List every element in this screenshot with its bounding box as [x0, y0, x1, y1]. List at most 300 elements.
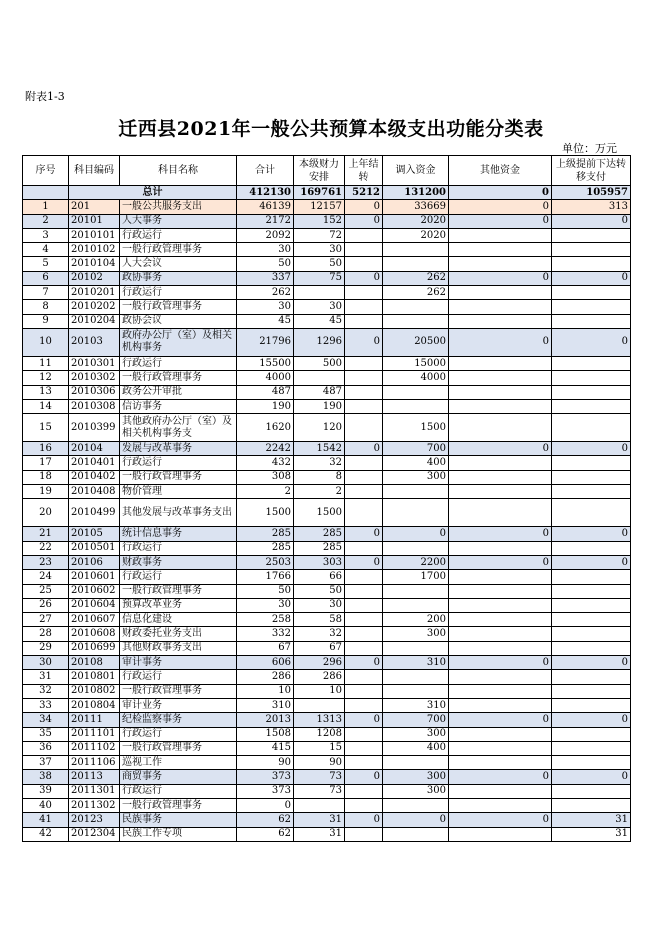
row-other — [449, 470, 552, 484]
total-label: 总计 — [69, 186, 237, 200]
row-code: 20101 — [69, 214, 120, 228]
row-carry: 0 — [345, 527, 383, 541]
row-no: 39 — [23, 784, 69, 798]
row-no: 4 — [23, 243, 69, 257]
row-other — [449, 257, 552, 271]
row-upper — [552, 670, 631, 684]
row-no: 29 — [23, 641, 69, 655]
row-code: 20113 — [69, 770, 120, 784]
row-code: 2010101 — [69, 228, 120, 242]
row-transfer: 4000 — [383, 371, 449, 385]
table-row — [23, 243, 631, 257]
table-row — [23, 641, 631, 655]
row-sum: 1508 — [237, 727, 294, 741]
row-no: 41 — [23, 813, 69, 827]
row-carry — [345, 756, 383, 770]
row-other — [449, 684, 552, 698]
row-transfer — [383, 399, 449, 413]
row-code: 2010402 — [69, 470, 120, 484]
table-row — [23, 214, 631, 228]
row-code: 2011102 — [69, 741, 120, 755]
row-no: 2 — [23, 214, 69, 228]
table-row — [23, 598, 631, 612]
row-name: 预算改革业务 — [120, 598, 237, 612]
row-carry — [345, 684, 383, 698]
row-upper — [552, 570, 631, 584]
row-sum: 487 — [237, 385, 294, 399]
row-code: 2010308 — [69, 399, 120, 413]
row-transfer: 2200 — [383, 555, 449, 569]
row-code: 2010804 — [69, 698, 120, 712]
row-no: 42 — [23, 827, 69, 841]
row-carry — [345, 300, 383, 314]
row-transfer: 300 — [383, 727, 449, 741]
row-code: 2010602 — [69, 584, 120, 598]
row-no: 26 — [23, 598, 69, 612]
row-transfer — [383, 684, 449, 698]
row-no: 5 — [23, 257, 69, 271]
row-sum: 308 — [237, 470, 294, 484]
row-sum: 1766 — [237, 570, 294, 584]
unit-label: 单位：万元 — [562, 142, 617, 155]
table-row — [23, 399, 631, 413]
row-no: 1 — [23, 200, 69, 214]
row-name: 一般行政管理事务 — [120, 741, 237, 755]
row-local: 32 — [294, 456, 345, 470]
table-row — [23, 414, 631, 442]
budget-table — [22, 155, 631, 842]
row-carry — [345, 541, 383, 555]
row-other: 0 — [449, 271, 552, 285]
row-sum: 4000 — [237, 371, 294, 385]
row-other — [449, 499, 552, 527]
header-upper: 上级提前下达转移支付 — [552, 156, 631, 186]
row-name: 人大事务 — [120, 214, 237, 228]
row-local: 12157 — [294, 200, 345, 214]
row-code: 2010604 — [69, 598, 120, 612]
row-transfer: 310 — [383, 698, 449, 712]
row-upper: 0 — [552, 328, 631, 356]
row-local: 500 — [294, 356, 345, 370]
row-carry — [345, 698, 383, 712]
row-code: 2010201 — [69, 286, 120, 300]
row-transfer — [383, 827, 449, 841]
row-no: 12 — [23, 371, 69, 385]
header-sum: 合计 — [237, 156, 294, 186]
row-sum: 373 — [237, 770, 294, 784]
row-no: 24 — [23, 570, 69, 584]
row-upper: 0 — [552, 656, 631, 670]
row-other: 0 — [449, 656, 552, 670]
row-sum: 15500 — [237, 356, 294, 370]
row-upper — [552, 684, 631, 698]
row-other — [449, 385, 552, 399]
row-local: 1500 — [294, 499, 345, 527]
row-transfer — [383, 314, 449, 328]
row-transfer: 1700 — [383, 570, 449, 584]
row-no: 22 — [23, 541, 69, 555]
row-transfer — [383, 670, 449, 684]
row-name: 政务公开审批 — [120, 385, 237, 399]
row-no: 33 — [23, 698, 69, 712]
row-carry — [345, 798, 383, 812]
row-upper — [552, 756, 631, 770]
row-local: 58 — [294, 613, 345, 627]
row-transfer — [383, 641, 449, 655]
table-row — [23, 584, 631, 598]
row-name: 一般公共服务支出 — [120, 200, 237, 214]
table-row — [23, 527, 631, 541]
row-code: 2010408 — [69, 485, 120, 499]
row-local — [294, 286, 345, 300]
row-code: 20104 — [69, 442, 120, 456]
row-no: 32 — [23, 684, 69, 698]
table-row — [23, 555, 631, 569]
row-name: 统计信息事务 — [120, 527, 237, 541]
row-carry — [345, 399, 383, 413]
row-sum: 2 — [237, 485, 294, 499]
row-no: 27 — [23, 613, 69, 627]
row-name: 行政运行 — [120, 670, 237, 684]
row-code: 2010204 — [69, 314, 120, 328]
row-code: 2010699 — [69, 641, 120, 655]
row-other — [449, 827, 552, 841]
table-row — [23, 228, 631, 242]
row-no: 28 — [23, 627, 69, 641]
row-no: 37 — [23, 756, 69, 770]
row-no: 7 — [23, 286, 69, 300]
row-carry — [345, 741, 383, 755]
row-code: 2010608 — [69, 627, 120, 641]
row-sum: 373 — [237, 784, 294, 798]
header-other: 其他资金 — [449, 156, 552, 186]
row-name: 物价管理 — [120, 485, 237, 499]
row-other: 0 — [449, 442, 552, 456]
row-name: 一般行政管理事务 — [120, 684, 237, 698]
row-name: 其他政府办公厅（室）及相关机构事务支 — [120, 414, 237, 442]
row-other — [449, 356, 552, 370]
row-carry: 0 — [345, 813, 383, 827]
header-local: 本级财力安排 — [294, 156, 345, 186]
row-local: 31 — [294, 813, 345, 827]
table-row — [23, 470, 631, 484]
row-code: 20108 — [69, 656, 120, 670]
row-sum: 190 — [237, 399, 294, 413]
table-row — [23, 456, 631, 470]
row-name: 审计事务 — [120, 656, 237, 670]
row-carry — [345, 784, 383, 798]
row-code: 20106 — [69, 555, 120, 569]
row-code: 2010499 — [69, 499, 120, 527]
row-local: 10 — [294, 684, 345, 698]
row-carry — [345, 286, 383, 300]
row-code: 2010802 — [69, 684, 120, 698]
row-local: 30 — [294, 300, 345, 314]
table-row — [23, 727, 631, 741]
row-upper — [552, 356, 631, 370]
row-upper — [552, 286, 631, 300]
row-sum: 310 — [237, 698, 294, 712]
row-carry — [345, 314, 383, 328]
row-name: 行政运行 — [120, 570, 237, 584]
row-carry: 0 — [345, 713, 383, 727]
row-name: 一般行政管理事务 — [120, 798, 237, 812]
row-transfer — [383, 798, 449, 812]
row-local: 286 — [294, 670, 345, 684]
row-upper — [552, 456, 631, 470]
row-local — [294, 798, 345, 812]
row-other — [449, 399, 552, 413]
row-sum: 50 — [237, 584, 294, 598]
row-name: 纪检监察事务 — [120, 713, 237, 727]
row-other — [449, 414, 552, 442]
row-no: 25 — [23, 584, 69, 598]
row-local: 30 — [294, 243, 345, 257]
row-upper — [552, 727, 631, 741]
row-code: 20123 — [69, 813, 120, 827]
row-local: 296 — [294, 656, 345, 670]
row-carry: 0 — [345, 555, 383, 569]
row-carry — [345, 827, 383, 841]
row-no: 6 — [23, 271, 69, 285]
row-carry: 0 — [345, 271, 383, 285]
row-upper — [552, 541, 631, 555]
row-upper — [552, 371, 631, 385]
row-transfer: 300 — [383, 627, 449, 641]
row-transfer — [383, 584, 449, 598]
row-sum: 45 — [237, 314, 294, 328]
row-other: 0 — [449, 813, 552, 827]
table-row — [23, 756, 631, 770]
row-sum: 10 — [237, 684, 294, 698]
row-transfer — [383, 541, 449, 555]
row-code: 2010102 — [69, 243, 120, 257]
row-sum: 62 — [237, 827, 294, 841]
row-upper: 0 — [552, 527, 631, 541]
row-other — [449, 670, 552, 684]
total-transfer: 131200 — [383, 186, 449, 200]
row-carry — [345, 371, 383, 385]
row-transfer: 300 — [383, 784, 449, 798]
row-local: 285 — [294, 527, 345, 541]
row-name: 一般行政管理事务 — [120, 243, 237, 257]
row-transfer: 2020 — [383, 228, 449, 242]
row-other: 0 — [449, 214, 552, 228]
row-other — [449, 798, 552, 812]
row-transfer: 300 — [383, 470, 449, 484]
row-upper — [552, 300, 631, 314]
row-carry — [345, 456, 383, 470]
row-other — [449, 456, 552, 470]
row-transfer — [383, 300, 449, 314]
row-upper: 0 — [552, 713, 631, 727]
row-upper — [552, 584, 631, 598]
row-upper — [552, 627, 631, 641]
table-row — [23, 499, 631, 527]
row-other — [449, 698, 552, 712]
row-sum: 1500 — [237, 499, 294, 527]
row-other — [449, 371, 552, 385]
row-transfer: 200 — [383, 613, 449, 627]
row-local: 32 — [294, 627, 345, 641]
row-code: 2011101 — [69, 727, 120, 741]
row-carry: 0 — [345, 770, 383, 784]
row-name: 一般行政管理事务 — [120, 584, 237, 598]
row-name: 审计业务 — [120, 698, 237, 712]
row-sum: 2242 — [237, 442, 294, 456]
row-transfer — [383, 756, 449, 770]
row-no: 20 — [23, 499, 69, 527]
row-code: 2010607 — [69, 613, 120, 627]
row-no: 9 — [23, 314, 69, 328]
row-other — [449, 300, 552, 314]
row-transfer — [383, 598, 449, 612]
row-other: 0 — [449, 328, 552, 356]
row-name: 信息化建设 — [120, 613, 237, 627]
row-no: 34 — [23, 713, 69, 727]
row-sum: 337 — [237, 271, 294, 285]
row-sum: 30 — [237, 300, 294, 314]
row-upper — [552, 485, 631, 499]
row-other: 0 — [449, 555, 552, 569]
row-carry — [345, 727, 383, 741]
row-transfer — [383, 485, 449, 499]
row-transfer: 300 — [383, 770, 449, 784]
row-carry: 0 — [345, 328, 383, 356]
row-other — [449, 727, 552, 741]
row-transfer: 400 — [383, 456, 449, 470]
table-row — [23, 541, 631, 555]
row-carry — [345, 641, 383, 655]
row-sum: 30 — [237, 243, 294, 257]
row-upper — [552, 741, 631, 755]
total-upper: 105957 — [552, 186, 631, 200]
row-sum: 0 — [237, 798, 294, 812]
header-carry: 上年结转 — [345, 156, 383, 186]
row-code: 2010302 — [69, 371, 120, 385]
row-upper: 0 — [552, 271, 631, 285]
row-other: 0 — [449, 527, 552, 541]
table-row — [23, 813, 631, 827]
row-code: 201 — [69, 200, 120, 214]
row-code: 2011106 — [69, 756, 120, 770]
table-row — [23, 741, 631, 755]
row-transfer: 310 — [383, 656, 449, 670]
table-row — [23, 314, 631, 328]
row-sum: 262 — [237, 286, 294, 300]
row-sum: 432 — [237, 456, 294, 470]
row-carry — [345, 570, 383, 584]
row-local: 30 — [294, 598, 345, 612]
row-local: 75 — [294, 271, 345, 285]
row-local: 73 — [294, 770, 345, 784]
row-sum: 285 — [237, 541, 294, 555]
row-name: 行政运行 — [120, 456, 237, 470]
row-upper — [552, 784, 631, 798]
row-name: 人大会议 — [120, 257, 237, 271]
row-carry — [345, 670, 383, 684]
row-name: 行政运行 — [120, 541, 237, 555]
row-no: 14 — [23, 399, 69, 413]
row-code: 2011302 — [69, 798, 120, 812]
row-local: 66 — [294, 570, 345, 584]
row-no: 21 — [23, 527, 69, 541]
table-row — [23, 286, 631, 300]
row-carry — [345, 414, 383, 442]
row-local: 152 — [294, 214, 345, 228]
header-row — [23, 156, 631, 186]
row-other — [449, 570, 552, 584]
row-code: 20111 — [69, 713, 120, 727]
table-row — [23, 257, 631, 271]
row-other — [449, 243, 552, 257]
table-row — [23, 827, 631, 841]
row-local: 8 — [294, 470, 345, 484]
row-carry: 0 — [345, 214, 383, 228]
table-row — [23, 200, 631, 214]
row-name: 发展与改革事务 — [120, 442, 237, 456]
row-upper: 0 — [552, 555, 631, 569]
row-no: 10 — [23, 328, 69, 356]
row-sum: 21796 — [237, 328, 294, 356]
row-code: 20102 — [69, 271, 120, 285]
row-local: 50 — [294, 257, 345, 271]
total-other: 0 — [449, 186, 552, 200]
table-row — [23, 485, 631, 499]
row-sum: 606 — [237, 656, 294, 670]
row-local: 31 — [294, 827, 345, 841]
row-code: 2010306 — [69, 385, 120, 399]
row-sum: 2092 — [237, 228, 294, 242]
row-no: 30 — [23, 656, 69, 670]
row-transfer: 700 — [383, 713, 449, 727]
table-row — [23, 798, 631, 812]
table-row — [23, 385, 631, 399]
row-code: 2010601 — [69, 570, 120, 584]
row-upper — [552, 613, 631, 627]
row-carry — [345, 499, 383, 527]
row-name: 巡视工作 — [120, 756, 237, 770]
row-carry — [345, 257, 383, 271]
row-sum: 2172 — [237, 214, 294, 228]
row-no: 31 — [23, 670, 69, 684]
row-name: 一般行政管理事务 — [120, 300, 237, 314]
row-local: 2 — [294, 485, 345, 499]
table-row — [23, 356, 631, 370]
row-local: 45 — [294, 314, 345, 328]
row-name: 商贸事务 — [120, 770, 237, 784]
row-other: 0 — [449, 770, 552, 784]
row-transfer: 262 — [383, 271, 449, 285]
row-sum: 62 — [237, 813, 294, 827]
row-transfer — [383, 499, 449, 527]
row-transfer: 0 — [383, 527, 449, 541]
row-no: 8 — [23, 300, 69, 314]
row-sum: 286 — [237, 670, 294, 684]
row-sum: 258 — [237, 613, 294, 627]
row-carry — [345, 228, 383, 242]
table-row — [23, 442, 631, 456]
row-local: 1208 — [294, 727, 345, 741]
row-code: 2010399 — [69, 414, 120, 442]
row-name: 行政运行 — [120, 784, 237, 798]
row-other — [449, 541, 552, 555]
row-upper: 31 — [552, 813, 631, 827]
row-name: 行政运行 — [120, 228, 237, 242]
row-carry: 0 — [345, 200, 383, 214]
row-other — [449, 598, 552, 612]
row-carry: 0 — [345, 442, 383, 456]
